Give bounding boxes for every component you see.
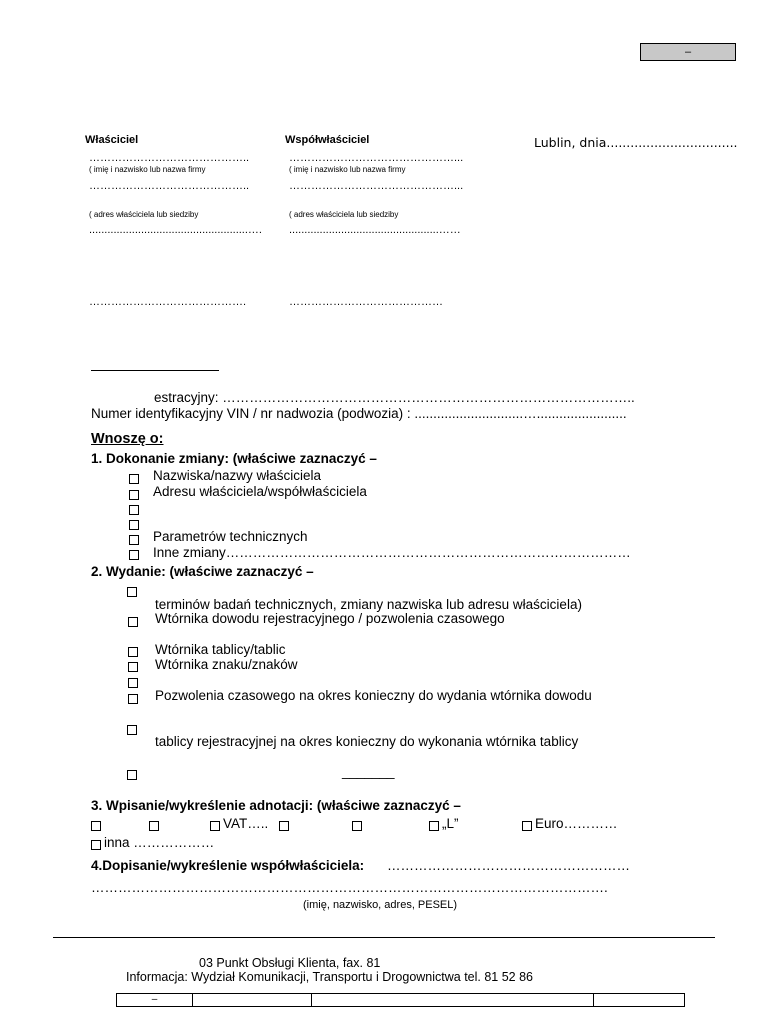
- checkbox-duplicate-sign[interactable]: [128, 662, 138, 672]
- coowner-change-field[interactable]: ………………………………………………: [387, 858, 630, 873]
- footer-divider: [53, 937, 715, 938]
- footer-info: Informacja: Wydział Komunikacji, Transportu i Drogownictwa tel. 81 52 86: [126, 970, 534, 984]
- checkbox-issue-g[interactable]: [127, 770, 137, 780]
- checkbox-annotation-4[interactable]: [279, 821, 289, 831]
- checkbox-duplicate-plates[interactable]: [128, 647, 138, 657]
- coowner-address-hint: ( adres właściciela lub siedziby: [289, 210, 399, 219]
- checkbox-temporary-plates[interactable]: [127, 725, 137, 735]
- section1-heading: 1. Dokonanie zmiany: (właściwe zaznaczyć –: [91, 451, 377, 466]
- l-label: „L”: [442, 816, 459, 831]
- option-address-change: Adresu właściciela/współwłaściciela: [153, 484, 367, 499]
- separator-line: [91, 370, 219, 371]
- option-duplicate-sign: Wtórnika znaku/znaków: [155, 657, 298, 672]
- coowner-name-field-2[interactable]: ………………………………………...: [289, 180, 464, 192]
- owner-signature-field[interactable]: …………………………………….: [89, 296, 247, 308]
- checkbox-address-change[interactable]: [129, 490, 139, 500]
- owner-address-hint: ( adres właściciela lub siedziby: [89, 210, 199, 219]
- request-heading: Wnoszę o:: [91, 431, 164, 447]
- checkbox-l[interactable]: [429, 821, 439, 831]
- checkbox-euro[interactable]: [522, 821, 532, 831]
- checkbox-issue-e[interactable]: [128, 678, 138, 688]
- coowner-details-field[interactable]: …………………………………………………………………………………………………….: [91, 880, 608, 895]
- euro-label: Euro…………: [535, 816, 618, 831]
- footer-table-cell-1: –: [117, 994, 193, 1006]
- section3-heading: 3. Wpisanie/wykreślenie adnotacji: (właściwe zaznaczyć –: [91, 798, 461, 813]
- registration-number-field[interactable]: estracyjny: ………………………………………………………………………………..: [154, 390, 635, 405]
- checkbox-option-4[interactable]: [129, 520, 139, 530]
- coowner-heading: Współwłaściciel: [285, 134, 370, 146]
- option-duplicate-plates: Wtórnika tablicy/tablic: [155, 642, 286, 657]
- owner-address-field[interactable]: ....................................................….: [89, 224, 262, 236]
- checkbox-option-3[interactable]: [129, 505, 139, 515]
- vin-field[interactable]: Numer identyfikacyjny VIN / nr nadwozia (podwozia) : .............................…........................: [91, 406, 627, 421]
- owner-name-hint: ( imię i nazwisko lub nazwa firmy: [89, 165, 206, 174]
- checkbox-issue-a[interactable]: [127, 587, 137, 597]
- temporary-plates-continuation: tablicy rejestracyjnej na okres konieczny do wykonania wtórnika tablicy: [155, 734, 579, 749]
- checkbox-temporary-permit[interactable]: [128, 694, 138, 704]
- footer-table-cell-4: [594, 994, 682, 1006]
- section2-heading: 2. Wydanie: (właściwe zaznaczyć –: [91, 564, 314, 579]
- option-duplicate-registration: Wtórnika dowodu rejestracyjnego / pozwolenia czasowego: [155, 611, 505, 626]
- checkbox-annotation-5[interactable]: [352, 821, 362, 831]
- option-temporary-permit: Pozwolenia czasowego na okres konieczny do wydania wtórnika dowodu: [155, 688, 592, 703]
- coowner-name-hint: ( imię i nazwisko lub nazwa firmy: [289, 165, 406, 174]
- checkbox-name-change[interactable]: [129, 474, 139, 484]
- footer-table-cell-2: [193, 994, 312, 1006]
- section4-heading: 4.Dopisanie/wykreślenie współwłaściciela:: [91, 858, 365, 873]
- checkbox-other-changes[interactable]: [129, 550, 139, 560]
- checkbox-technical-params[interactable]: [129, 535, 139, 545]
- option-technical-params: Parametrów technicznych: [153, 529, 308, 544]
- coowner-address-field[interactable]: .................................................……: [289, 224, 461, 236]
- coowner-name-field[interactable]: ………………………………………...: [289, 152, 464, 164]
- owner-name-field-2[interactable]: ……………………………………..: [89, 180, 250, 192]
- option-other-changes: Inne zmiany………………………………………………………………………………: [153, 545, 631, 560]
- other-annotation-label: inna ………………: [104, 835, 215, 850]
- blank-line: _______: [342, 764, 395, 779]
- checkbox-annotation-2[interactable]: [149, 821, 159, 831]
- owner-name-field[interactable]: ……………………………………..: [89, 152, 250, 164]
- coowner-signature-field[interactable]: ……………………………………: [289, 296, 443, 308]
- issue-a-continuation: terminów badań technicznych, zmiany nazwiska lub adresu właściciela): [155, 597, 582, 612]
- place-date-field[interactable]: Lublin, dnia.................................: [534, 135, 738, 150]
- checkbox-other-annotation[interactable]: [91, 840, 101, 850]
- coowner-details-hint: (imię, nazwisko, adres, PESEL): [303, 899, 458, 911]
- vat-label: VAT…..: [223, 816, 269, 831]
- checkbox-vat[interactable]: [210, 821, 220, 831]
- option-name-change: Nazwiska/nazwy właściciela: [153, 468, 322, 483]
- owner-heading: Właściciel: [85, 134, 139, 146]
- checkbox-duplicate-registration[interactable]: [128, 617, 138, 627]
- footer-table-cell-3: [312, 994, 594, 1006]
- form-code-box: –: [640, 43, 736, 61]
- footer-contact: 03 Punkt Obsługi Klienta, fax. 81: [199, 956, 381, 970]
- checkbox-annotation-1[interactable]: [91, 821, 101, 831]
- footer-table: [116, 993, 685, 1007]
